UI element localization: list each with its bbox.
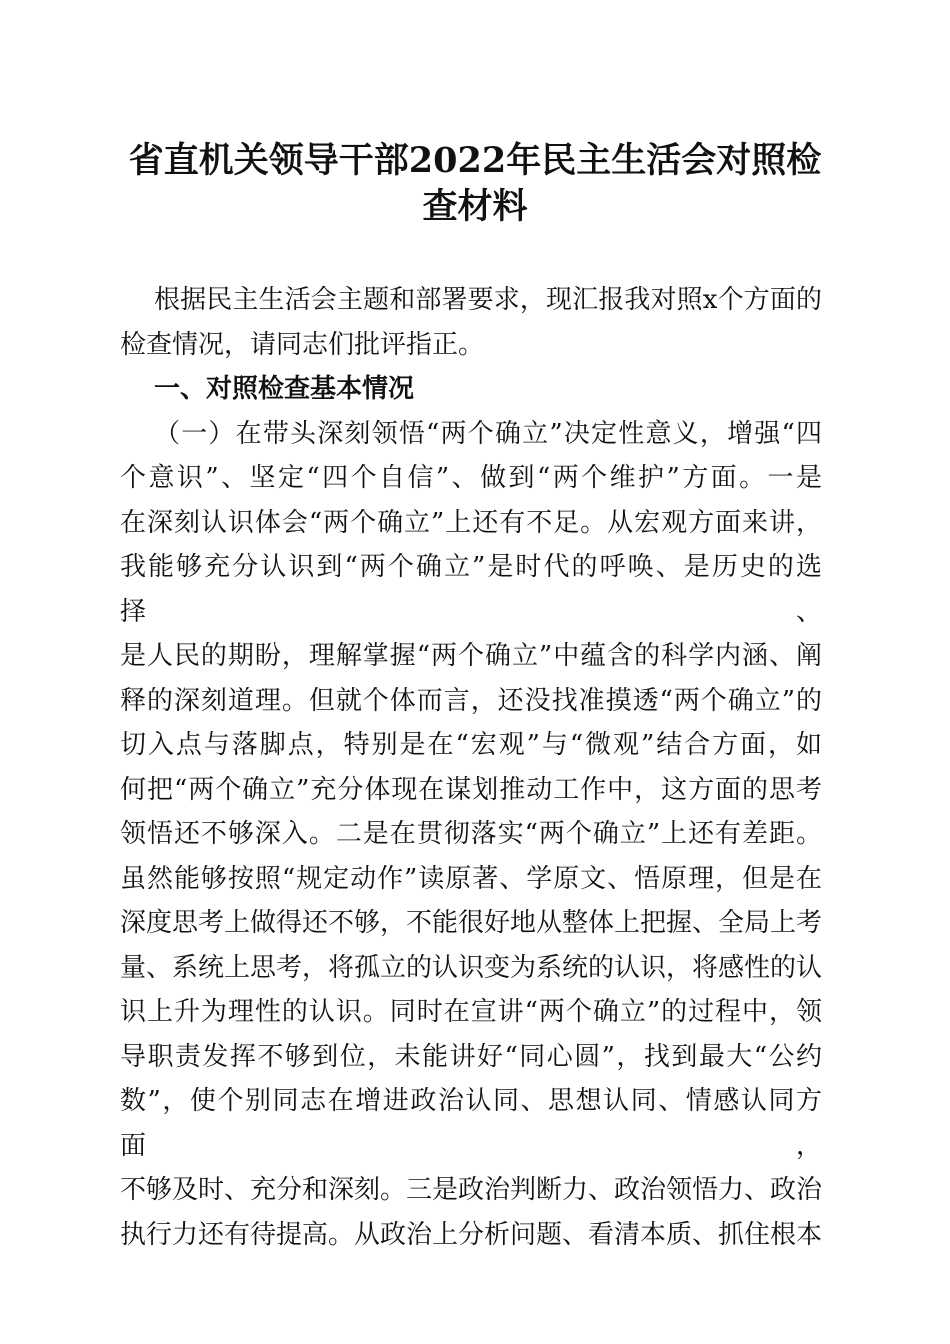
paragraph-line: 何把“两个确立”充分体现在谋划推动工作中，这方面的思考 (120, 774, 822, 805)
paragraph-line: 量、系统上思考，将孤立的认识变为系统的认识，将感性的认 (120, 952, 823, 983)
paragraph-line: 个意识”、坚定“四个自信”、做到“两个维护”方面。一是 (120, 463, 822, 493)
paragraph-line: 识上升为理性的认识。同时在宣讲“两个确立”的过程中，领 (120, 997, 822, 1027)
paragraph-line: 是人民的期盼，理解掌握“两个确立”中蕴含的科学内涵、阐 (120, 641, 822, 671)
paragraph-line: 释的深刻道理。但就个体而言，还没找准摸透“两个确立”的 (120, 685, 822, 716)
document-title-line-1: 省直机关领导干部2022年民主生活会对照检 (128, 140, 822, 181)
paragraph-line: 执行力还有待提高。从政治上分析问题、看清本质、抓住根本 (120, 1219, 823, 1250)
intro-line: 检查情况，请同志们批评指正。 (120, 329, 485, 360)
paragraph-line: 数”，使个别同志在增进政治认同、思想认同、情感认同方面， (120, 1086, 822, 1161)
document-title (60, 138, 890, 230)
paragraph-line: 虽然能够按照“规定动作”读原著、学原文、悟原理，但是在 (120, 863, 822, 894)
document-title-line-2: 查材料 (422, 186, 528, 227)
document-body (120, 278, 822, 1257)
paragraph-line: 领悟还不够深入。二是在贯彻落实“两个确立”上还有差距。 (120, 819, 822, 849)
section-heading: 一、对照检查基本情况 (154, 374, 415, 404)
paragraph-line: （一）在带头深刻领悟“两个确立”决定性意义，增强“四 (154, 418, 822, 449)
paragraph-line: 不够及时、充分和深刻。三是政治判断力、政治领悟力、政治 (120, 1175, 823, 1205)
paragraph-line: 切入点与落脚点，特别是在“宏观”与“微观”结合方面，如 (120, 730, 822, 760)
paragraph-line: 导职责发挥不够到位，未能讲好“同心圆”，找到最大“公约 (120, 1041, 822, 1072)
paragraph-line: 在深刻认识体会“两个确立”上还有不足。从宏观方面来讲， (120, 507, 822, 538)
paragraph-line: 我能够充分认识到“两个确立”是时代的呼唤、是历史的选择、 (120, 552, 822, 627)
paragraph-line: 深度思考上做得还不够，不能很好地从整体上把握、全局上考 (120, 908, 823, 938)
intro-line: 根据民主生活会主题和部署要求，现汇报我对照x个方面的 (154, 285, 822, 315)
